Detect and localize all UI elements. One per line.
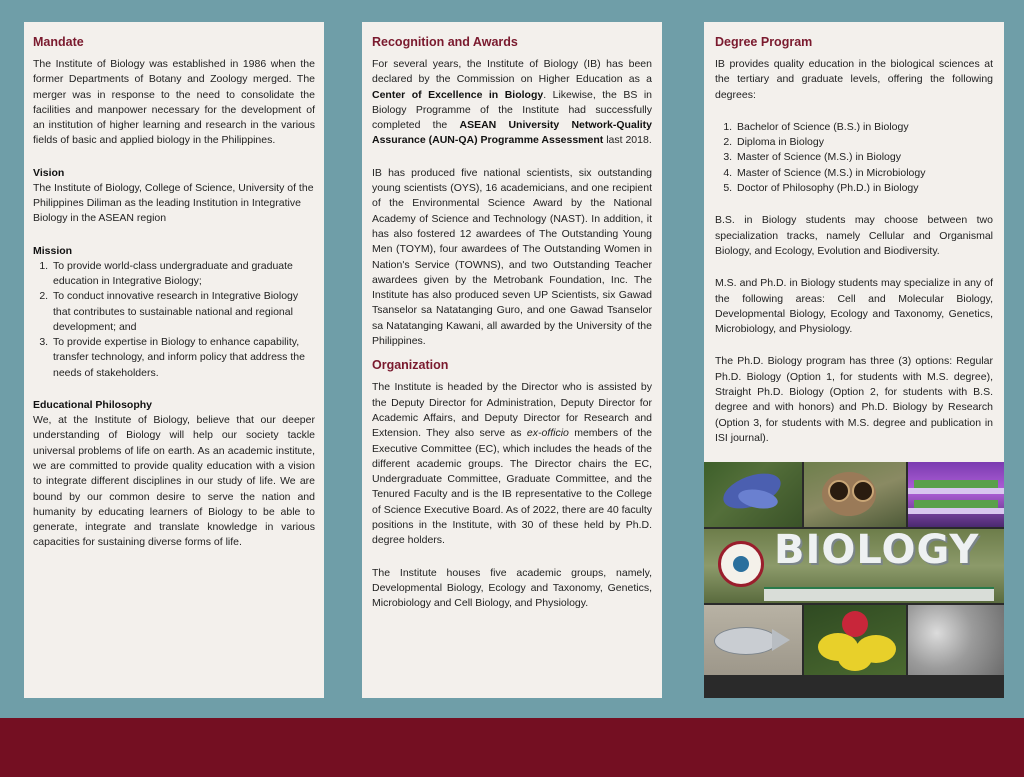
mandate-text: The Institute of Biology was established in 1986 when the former Departments of Botany and Zoology merged. The merger was in response to the need to consolidate the facilities and manpower necessary for the development of an institution of higher learning and research in the various fields of basic and applied biology in the Philippines. — [33, 58, 315, 147]
mission-list — [33, 259, 315, 381]
photo-collage — [704, 462, 1004, 698]
organization-heading: Organization — [372, 358, 449, 373]
jade-vine-photo — [704, 462, 802, 527]
panel-mandate — [24, 22, 324, 698]
degree-phd-options-text: The Ph.D. Biology program has three (3) options: Regular Ph.D. Biology (Option 1, for students with M.S. degree), Straight Ph.D. Biology (Option 2, for students with B.S. degree and with honors) and Ph.D. Biology by Research (Option 3, for students with M.S. degree and publication in ISI journal). — [715, 355, 993, 444]
degree-intro: IB provides quality education in the biological sciences at the tertiary and graduate levels, offering the following degrees: — [715, 58, 993, 101]
mission-heading: Mission — [33, 244, 73, 257]
yellow-flower-photo — [804, 605, 906, 675]
vertical-farm-photo — [908, 462, 1004, 527]
mission-item: 1. To provide world-class undergraduate and graduate education in Integrative Biology; — [51, 259, 315, 290]
footer-band — [0, 718, 1024, 777]
degree-item: 4. Master of Science (M.S.) in Microbiology — [735, 166, 993, 181]
aun-qa-text: ASEAN University Network-Quality Assurance (AUN-QA) Programme Assessment — [372, 119, 652, 147]
degree-specialization-text: M.S. and Ph.D. in Biology students may specialize in any of the following areas: Cell and Molecular Biology, Developmental Biology, Ecology and Taxonomy, Genetics, Microbiology, and Physiology. — [715, 277, 993, 336]
awards-heading: Recognition and Awards — [372, 35, 518, 49]
vision-heading: Vision — [33, 166, 65, 179]
vision-text: The Institute of Biology, College of Science, University of the Philippines Diliman as the leading Institution in Integrative Biology in the ASEAN region — [33, 181, 314, 225]
degree-item: 5. Doctor of Philosophy (Ph.D.) in Biology — [735, 181, 993, 196]
tarsier-photo — [804, 462, 906, 527]
mission-item: 2. To conduct innovative research in Integrative Biology that contributes to sustainable national and regional development; and — [51, 289, 315, 335]
degree-list — [715, 120, 993, 196]
center-of-excellence-text: Center of Excellence in Biology — [372, 88, 544, 101]
mandate-heading: Mandate — [33, 35, 84, 49]
degree-item: 2. Diploma in Biology — [735, 135, 993, 150]
degree-item: 1. Bachelor of Science (B.S.) in Biology — [735, 120, 993, 135]
panel-degree-program — [704, 22, 1004, 698]
biology-sign-photo — [704, 529, 1004, 603]
degree-heading: Degree Program — [715, 35, 813, 49]
philosophy-text: We, at the Institute of Biology, believe that our deeper understanding of Biology will help our society tackle universal problems of life on earth. As an academic institute, we are committed to provide quality education with a vision to integrate different disciplines in our study of life. We are bound by our common desire to serve the nation and humanity by educating learners of Biology to be able to generate, integrate and translate knowledge in various capacities for sustaining diverse forms of life. — [33, 414, 315, 549]
biology-sign-text: BIOLOGY — [774, 529, 980, 573]
awards-paragraph-2: IB has produced five national scientists, six outstanding young scientists (OYS), 16 academicians, and one recipient of the Environmental Science Award by the National Academy of Science and Technology (NAST). In addition, it has also fostered 12 awardees of The Outstanding Young Men (TOYM), four awardees of The Outstanding Women in Nation's Service (TOWNS), and two Outstanding Teacher awardees given by the Metrobank Foundation, Inc. The Institute has also produced seven UP Scientists, six Gawad Tsanselor sa Natatanging Guro, and one Gawad Tsanselor sa Natatanging Kawani, all awarded by the University of the Philippines. — [372, 166, 652, 348]
fish-photo — [704, 605, 802, 675]
organization-paragraph-2: The Institute houses five academic groups, namely, Developmental Biology, Ecology and Taxonomy, Genetics, Microbiology and Cell Biology, and Physiology. — [372, 566, 652, 610]
microscopy-photo — [908, 605, 1004, 675]
panel-recognition — [362, 22, 662, 698]
up-seal-icon — [718, 541, 764, 587]
mission-item: 3. To provide expertise in Biology to enhance capability, transfer technology, and inform policy that address the needs of stakeholders. — [51, 335, 315, 381]
philosophy-heading: Educational Philosophy — [33, 399, 153, 412]
degree-tracks-text: B.S. in Biology students may choose between two specialization tracks, namely Cellular and Organismal Biology, and Ecology, Evolution and Biodiversity. — [715, 214, 993, 257]
organization-paragraph-1: The Institute is headed by the Director who is assisted by the Deputy Director for Administration, Deputy Director for Academic Affairs, and Deputy Director for Research and Extension. They also serve as ex-officio members of the Executive Committee (EC), which includes the heads of the different academic groups. The Director chairs the EC, Undergraduate Committee, Graduate Committee, and the Tenured Faculty and is the IB representative to the College of Science Executive Board. As of 2022, there are 40 faculty positions in the Institute, with 30 of these held by Ph.D. degree holders. — [372, 381, 652, 547]
awards-paragraph-1: For several years, the Institute of Biology (IB) has been declared by the Commission on Higher Education as a Center of Excellence in Biology. Likewise, the BS in Biology Programme of the Institute had successfully completed the ASEAN University Network-Quality Assurance (AUN-QA) Programme Assessment last 2018. — [372, 58, 652, 147]
degree-item: 3. Master of Science (M.S.) in Biology — [735, 150, 993, 165]
